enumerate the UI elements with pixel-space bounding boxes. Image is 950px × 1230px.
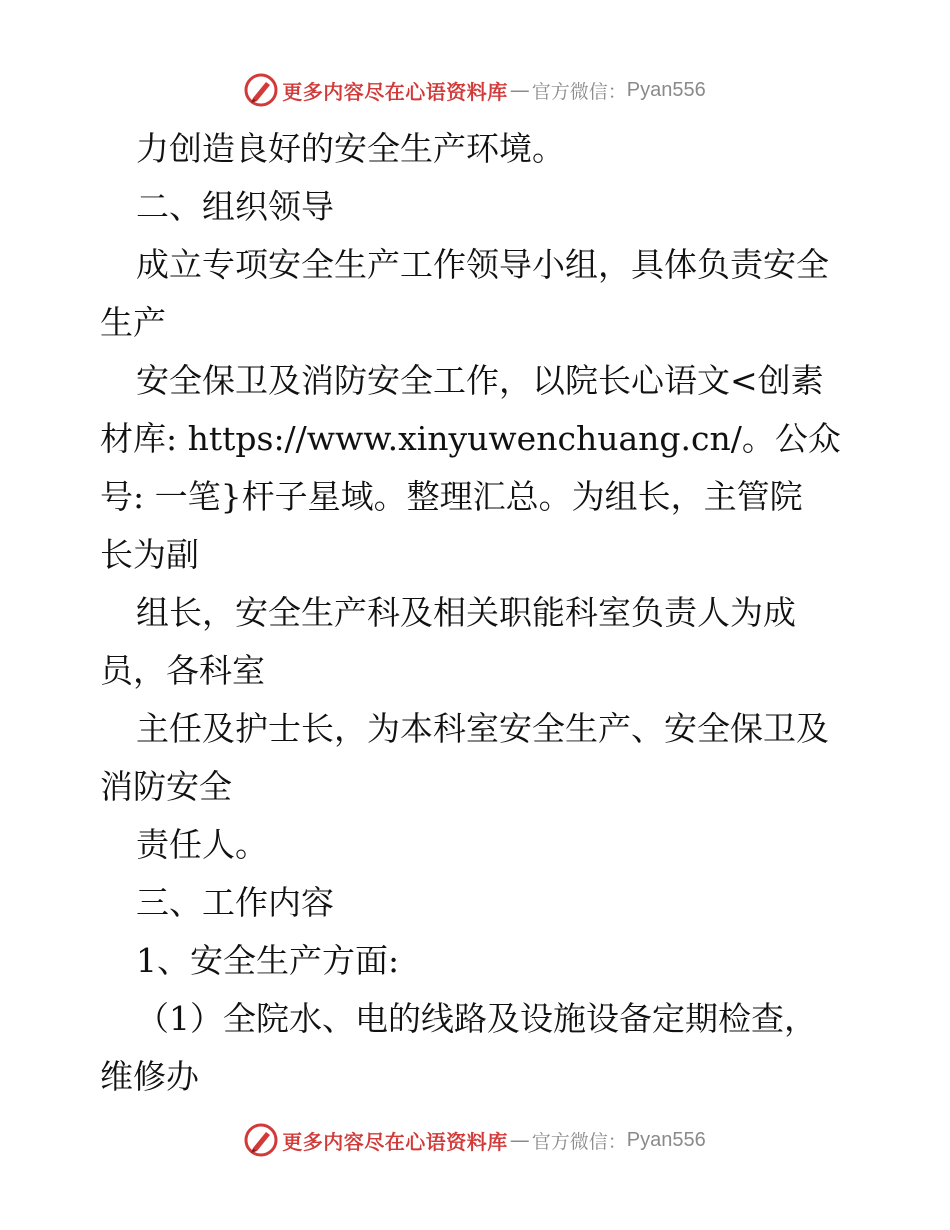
paragraph-line: 员，各科室 xyxy=(100,651,265,690)
banner-wechat-label: 官方微信： xyxy=(531,1130,627,1153)
paragraph-line: 长为副 xyxy=(100,535,199,574)
paragraph-line: （1）全院水、电的线路及设施设备定期检查， xyxy=(136,999,817,1038)
subsection-heading: 1、安全生产方面: xyxy=(136,941,400,980)
paragraph-line: 号: 一笔}杆子星域。整理汇总。为组长，主管院 xyxy=(100,477,803,516)
paragraph-line: 材库: https://www.xinyuwenchuang.cn/。公众 xyxy=(100,419,841,458)
pen-logo-icon xyxy=(244,73,278,107)
paragraph-line: 维修办 xyxy=(100,1057,199,1096)
footer-banner xyxy=(0,1120,950,1160)
banner-wechat-label: 官方微信： xyxy=(531,80,627,103)
header-banner xyxy=(0,70,950,110)
section-heading: 三、工作内容 xyxy=(136,883,334,922)
paragraph-line: 消防安全 xyxy=(100,767,232,806)
paragraph-line: 成立专项安全生产工作领导小组，具体负责安全 xyxy=(136,245,829,284)
paragraph-line: 主任及护士长，为本科室安全生产、安全保卫及 xyxy=(136,709,829,748)
paragraph-line: 组长，安全生产科及相关职能科室负责人为成 xyxy=(136,593,796,632)
pen-logo-icon xyxy=(244,1123,278,1157)
banner-dash: — xyxy=(509,1128,530,1152)
paragraph-line: 责任人。 xyxy=(136,825,268,864)
paragraph-line: 安全保卫及消防安全工作，以院长心语文<创素 xyxy=(136,361,824,400)
banner-wechat-id: Pyan556 xyxy=(626,78,706,101)
banner-wechat-id: Pyan556 xyxy=(626,1128,706,1151)
banner-text: 更多内容尽在心语资料库 xyxy=(282,79,508,104)
paragraph-line: 生产 xyxy=(100,303,166,342)
section-heading: 二、组织领导 xyxy=(136,187,334,226)
document-body xyxy=(100,120,860,1106)
banner-text: 更多内容尽在心语资料库 xyxy=(282,1129,508,1154)
banner-dash: — xyxy=(509,78,530,102)
paragraph-line: 力创造良好的安全生产环境。 xyxy=(136,129,565,168)
